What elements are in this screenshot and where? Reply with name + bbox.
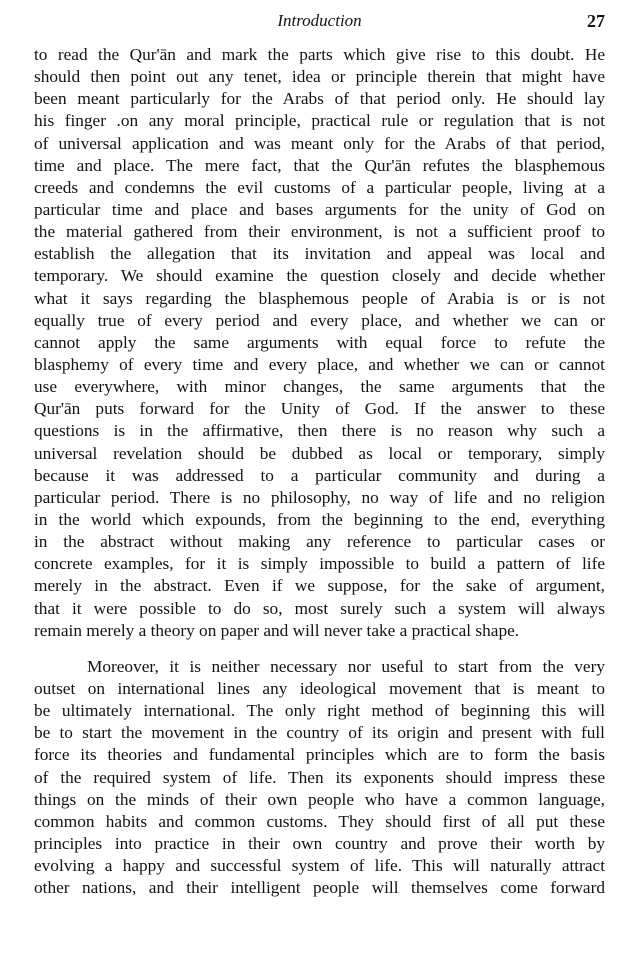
paragraph-spacer [34, 642, 605, 656]
text-line: merely in the abstract. Even if we suppose, for the sake of argument, [34, 576, 605, 596]
paragraph-2 [34, 656, 605, 900]
running-head [34, 8, 605, 34]
text-line: Qur'ān puts forward for the Unity of God. If the answer to these [34, 399, 605, 419]
text-line: evolving a happy and successful system of life. This will naturally attract [34, 856, 605, 876]
text-line: creeds and condemns the evil customs of a particular people, living at a [34, 177, 605, 197]
text-line: use everywhere, with minor changes, the same arguments that the [34, 377, 605, 397]
text-line: of the required system of life. Then its exponents should impress these [34, 767, 605, 787]
text-line: blasphemy of every time and every place, and whether we can or cannot [34, 354, 605, 374]
text-line: universal revelation should be dubbed as local or temporary, simply [34, 443, 605, 463]
text-line: should then point out any tenet, idea or principle therein that might have [34, 67, 605, 87]
text-line: principles into practice in their own country and prove their worth by [34, 833, 605, 853]
text-line: be to start the movement in the country of its origin and present with full [34, 723, 605, 743]
text-line: remain merely a theory on paper and will never take a practical shape. [34, 620, 520, 640]
text-line: particular time and place and bases arguments for the unity of God on [34, 199, 605, 219]
text-line: what it says regarding the blasphemous people of Arabia is or is not [34, 288, 605, 308]
text-line: equally true of every period and every place, and whether we can or [34, 310, 605, 330]
text-line: in the abstract without making any reference to particular cases or [34, 532, 605, 552]
text-line: because it was addressed to a particular community and during a [34, 465, 605, 485]
text-line: temporary. We should examine the question closely and decide whether [34, 266, 605, 286]
text-line: particular period. There is no philosophy, no way of life and no religion [34, 487, 605, 507]
text-line: establish the allegation that its invitation and appeal was local and [34, 244, 605, 264]
text-line: his finger .on any moral principle, practical rule or regulation that is not [34, 111, 605, 131]
text-line: things on the minds of their own people who have a common language, [34, 789, 605, 809]
text-line: to read the Qur'ān and mark the parts which give rise to this doubt. He [34, 45, 605, 64]
text-line: been meant particularly for the Arabs of that period only. He should lay [34, 89, 605, 109]
running-title: Introduction [277, 11, 362, 30]
body-text [34, 44, 605, 899]
text-line: other nations, and their intelligent people will themselves come forward [34, 878, 605, 898]
text-line: of universal application and was meant only for the Arabs of that period, [34, 133, 605, 153]
text-line: questions is in the affirmative, then there is no reason why such a [34, 421, 605, 441]
text-line: cannot apply the same arguments with equal force to refute the [34, 332, 605, 352]
text-line: concrete examples, for it is simply impossible to build a pattern of life [34, 554, 605, 574]
text-line: that it were possible to do so, most surely such a system will always [34, 598, 605, 618]
page-number: 27 [587, 11, 605, 31]
text-line: time and place. The mere fact, that the Qur'ān refutes the blasphemous [34, 155, 605, 175]
text-line: common habits and common customs. They should first of all put these [34, 811, 605, 831]
text-line: Moreover, it is neither necessary nor useful to start from the very [87, 656, 605, 676]
text-line: force its theories and fundamental principles which are to form the basis [34, 745, 605, 765]
text-line: outset on international lines any ideological movement that is meant to [34, 678, 605, 698]
paragraph-1 [34, 44, 605, 642]
text-line: in the world which expounds, from the beginning to the end, everything [34, 509, 605, 529]
text-line: be ultimately international. The only right method of beginning this will [34, 701, 605, 721]
text-line: the material gathered from their environment, is not a sufficient proof to [34, 222, 605, 242]
